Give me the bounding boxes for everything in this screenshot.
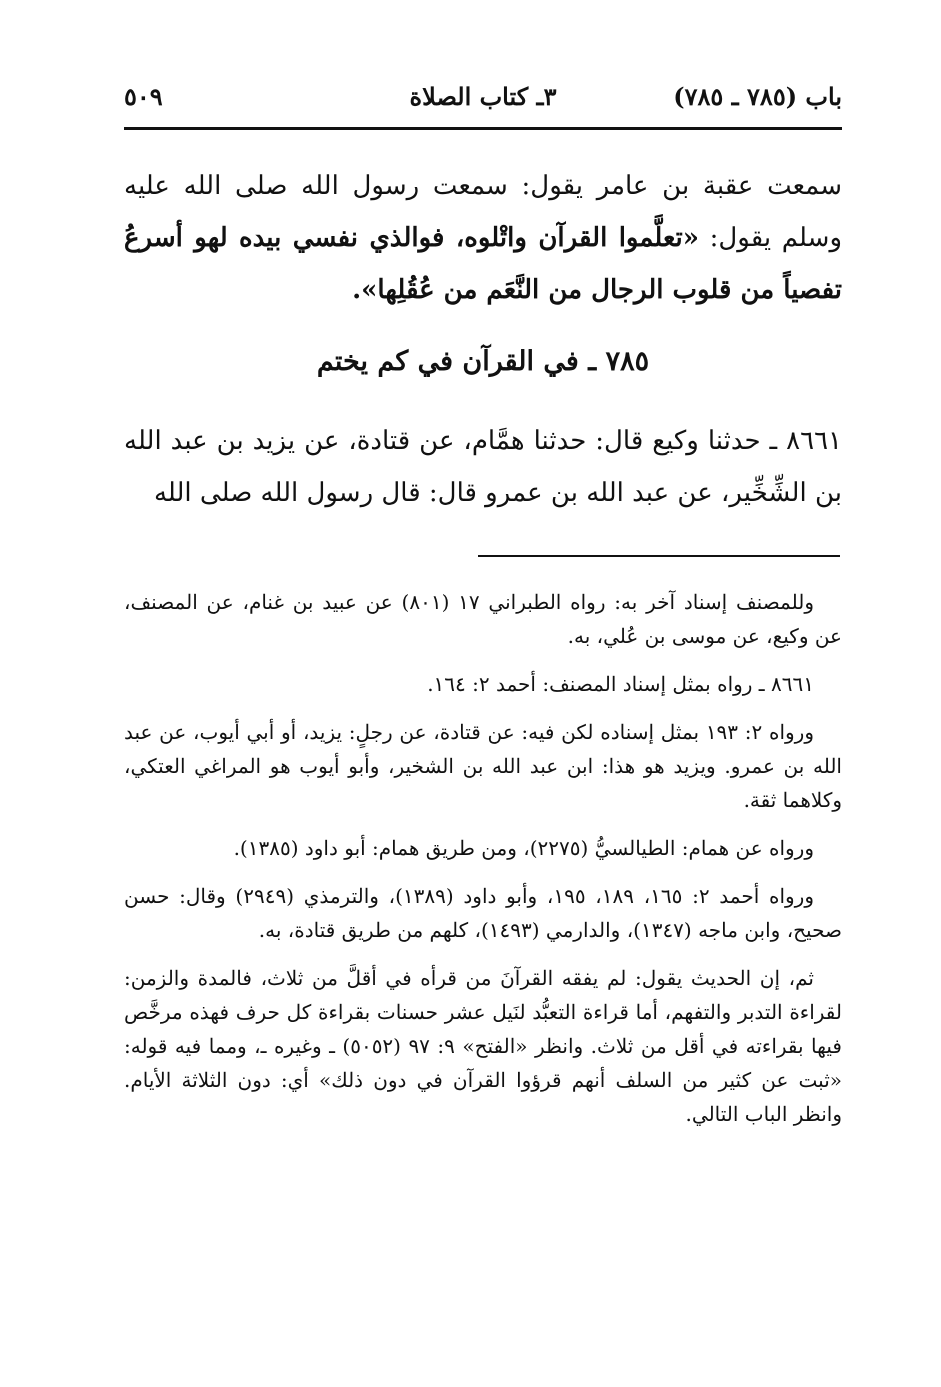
hadith-continuation — [124, 160, 842, 316]
footnote-paragraph: وللمصنف إسناد آخر به: رواه الطبراني ١٧ (٨٠١) عن عبيد بن غنام، عن المصنف، عن وكيع، عن موسى بن عُلي، به. — [124, 590, 842, 648]
footnote-paragraph: ورواه عن همام: الطيالسيُّ (٢٢٧٥)، ومن طريق همام: أبو داود (١٣٨٥). — [233, 836, 814, 860]
footnote-paragraph: ورواه أحمد ٢: ١٦٥، ١٨٩، ١٩٥، وأبو داود (١٣٨٩)، والترمذي (٢٩٤٩) وقال: حسن صحيح، وابن ماجه (١٣٤٧)، والدارمي (١٤٩٣)، كلهم من طريق قتادة، به. — [124, 884, 842, 942]
running-header — [124, 78, 842, 118]
hadith-8661 — [124, 415, 842, 519]
hadith-paragraph — [124, 160, 842, 316]
footnote-paragraph: ورواه ٢: ١٩٣ بمثل إسناده لكن فيه: عن قتادة، عن رجلٍ: يزيد، أو أبي أيوب، عن عبد الله بن عمرو. ويزيد هو هذا: ابن عبد الله بن الشخير، وأبو أيوب هو المراغي العتكي، وكلاهما ثقة. — [124, 720, 842, 812]
footnote-rule — [478, 555, 840, 557]
header-rule — [124, 127, 842, 130]
footnotes — [124, 585, 842, 1145]
footnote-paragraph: ٨٦٦١ ـ رواه بمثل إسناد المصنف: أحمد ٢: ١٦٤. — [427, 672, 814, 696]
hadith-quote: «تعلَّموا القرآن واتْلوه، فوالذي نفسي بيده لهو أسرعُ تفصياً من قلوب الرجال من النَّعَم من عُقُلِها». — [124, 223, 842, 305]
page-number: ٥٠٩ — [124, 82, 163, 111]
hadith-8661-text: ٨٦٦١ ـ حدثنا وكيع قال: حدثنا همَّام، عن قتادة، عن يزيد بن عبد الله بن الشِّخِّير، عن عبد الله بن عمرو قال: قال رسول الله صلى الله — [124, 426, 842, 508]
header-chapter-range: باب (٧٨٥ ـ ٧٨٥) — [673, 82, 842, 111]
chapter-title: ٧٨٥ ـ في القرآن في كم يختم — [316, 346, 650, 377]
header-book-title: ٣ـ كتاب الصلاة — [409, 82, 557, 111]
hadith-intro: سمعت عقبة بن عامر يقول: سمعت رسول الله صلى الله عليه وسلم يقول: — [124, 171, 842, 253]
footnote-paragraph: ثم، إن الحديث يقول: لم يفقه القرآنَ من قرأه في أقلَّ من ثلاث، فالمدة والزمن: لقراءة التدبر والتفهم، أما قراءة التعبُّد لنَيل عشر حسنات بقراءة كل حرف فهذه مرخَّص فيها بقراءته في أقل من ثلاث. وانظر «الفتح» ٩: ٩٧ (٥٠٥٢) ـ وغيره ـ، ومما فيه قوله: «ثبت عن كثير من السلف أنهم قرؤوا القرآن في دون ذلك» أي: دون الثلاثة الأيام. وانظر الباب التالي. — [124, 966, 843, 1126]
